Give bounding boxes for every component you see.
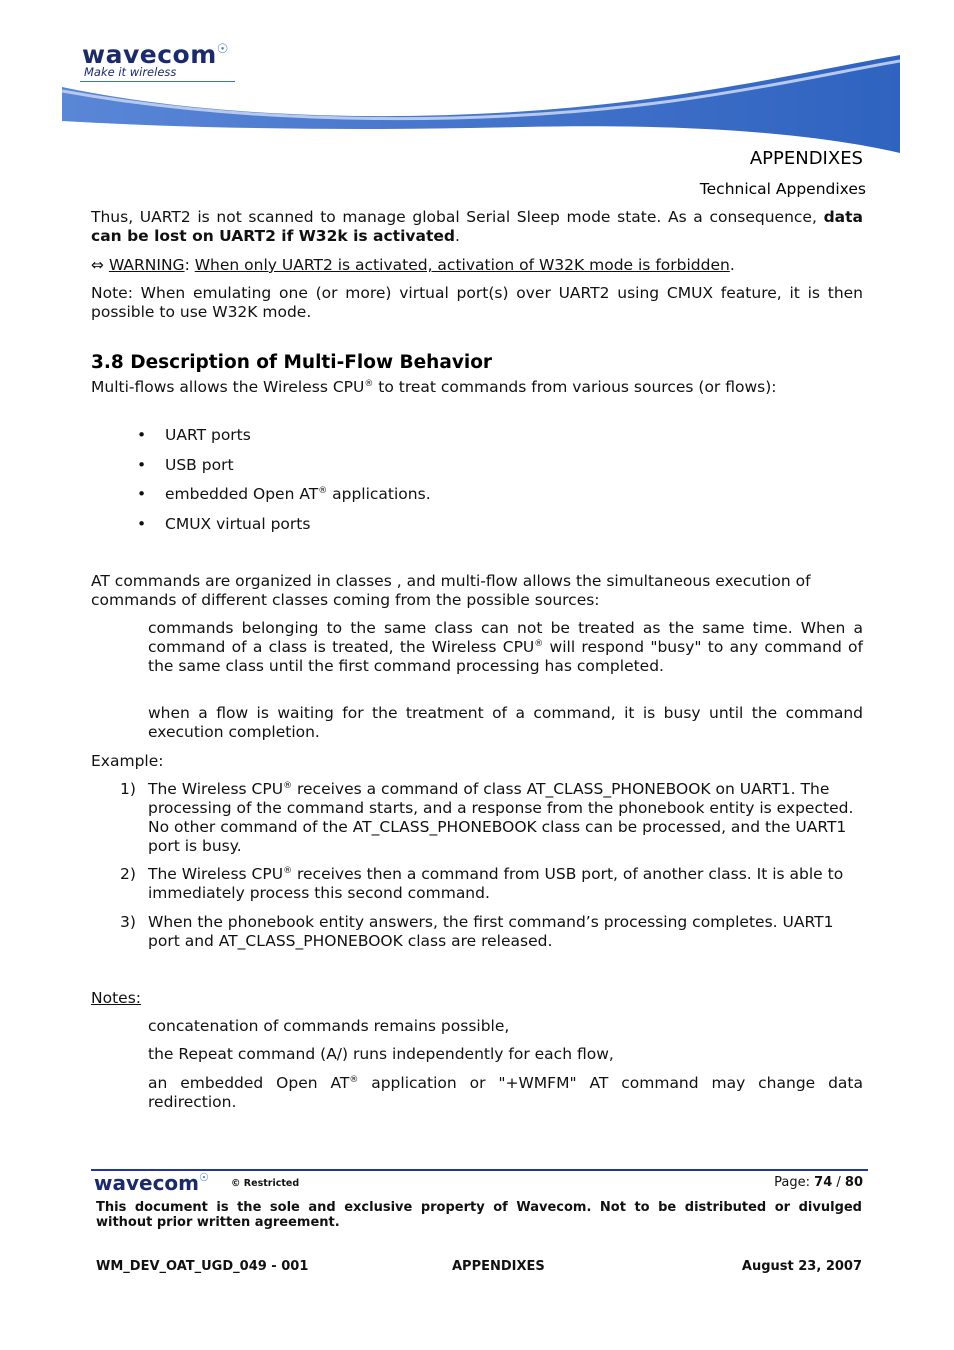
step-number: 1) <box>120 780 136 798</box>
list-item: USB port <box>165 456 234 474</box>
header-subtitle: Technical Appendixes <box>699 180 866 198</box>
double-arrow-icon: ⇔ <box>91 256 104 274</box>
notes-label: Notes: <box>91 989 141 1007</box>
step-number: 3) <box>120 913 136 931</box>
ownership-notice: This document is the sole and exclusive property of Wavecom. Not to be distributed or divulged without prior written agreement. <box>96 1200 862 1230</box>
page-indicator: Page: 74 / 80 <box>774 1175 863 1190</box>
warning-paragraph: ⇔ WARNING: When only UART2 is activated, activation of W32K mode is forbidden. <box>91 256 735 274</box>
rule-busy-flow: when a flow is waiting for the treatment of a command, it is busy until the command execution completion. <box>148 704 863 741</box>
restricted-label: © Restricted <box>231 1178 300 1189</box>
document-date: August 23, 2007 <box>741 1259 862 1274</box>
note-item: the Repeat command (A/) runs independently for each flow, <box>148 1045 614 1063</box>
list-item: embedded Open AT® applications. <box>165 485 431 503</box>
list-item: CMUX virtual ports <box>165 515 311 533</box>
rule-same-class: commands belonging to the same class can not be treated as the same time. When a command of a class is treated, the Wireless CPU® will respond "busy" to any command of the same class until the first command processing has completed. <box>148 619 864 675</box>
wavecom-logo: wavecom☉ <box>82 40 229 69</box>
classes-paragraph: AT commands are organized in classes , and multi-flow allows the simultaneous execution of commands of different classes coming from the possible sources: <box>91 572 811 609</box>
multiflow-intro: Multi-flows allows the Wireless CPU® to treat commands from various sources (or flows): <box>91 378 777 396</box>
bullet-marker: • <box>137 426 147 444</box>
logo-tagline: Make it wireless <box>84 65 177 79</box>
swirl-icon: ☉ <box>199 1171 209 1184</box>
step-text: The Wireless CPU® receives then a command from USB port, of another class. It is able to immediately process this second command. <box>148 865 844 902</box>
step-text: When the phonebook entity answers, the first command’s processing completes. UART1 port and AT_CLASS_PHONEBOOK class are released. <box>148 913 834 950</box>
step-text: The Wireless CPU® receives a command of class AT_CLASS_PHONEBOOK on UART1. The processing of the command starts, and a response from the phonebook entity is expected. No other command of the AT_CLASS_PHONEBOOK class can be processed, and the UART1 port is busy. <box>148 780 854 855</box>
footer-section: APPENDIXES <box>452 1259 545 1274</box>
footer-wavecom-logo: wavecom☉ <box>94 1171 209 1195</box>
section-title: 3.8 Description of Multi-Flow Behavior <box>91 352 493 373</box>
header-banner <box>62 55 900 155</box>
bullet-marker: • <box>137 456 147 474</box>
swirl-icon: ☉ <box>216 42 229 57</box>
header-title: APPENDIXES <box>749 148 863 169</box>
uart2-paragraph: Thus, UART2 is not scanned to manage global Serial Sleep mode state. As a consequence, data can be lost on UART2 if W32k is activated. <box>91 208 863 245</box>
list-item: UART ports <box>165 426 251 444</box>
step-number: 2) <box>120 865 136 883</box>
note-item: concatenation of commands remains possible, <box>148 1017 510 1035</box>
example-label: Example: <box>91 752 164 770</box>
document-id: WM_DEV_OAT_UGD_049 - 001 <box>96 1259 309 1274</box>
note-paragraph: Note: When emulating one (or more) virtual port(s) over UART2 using CMUX feature, it is then possible to use W32K mode. <box>91 284 863 321</box>
bullet-marker: • <box>137 485 147 503</box>
note-item: an embedded Open AT® application or "+WMFM" AT command may change data redirection. <box>148 1074 863 1111</box>
bullet-marker: • <box>137 515 147 533</box>
